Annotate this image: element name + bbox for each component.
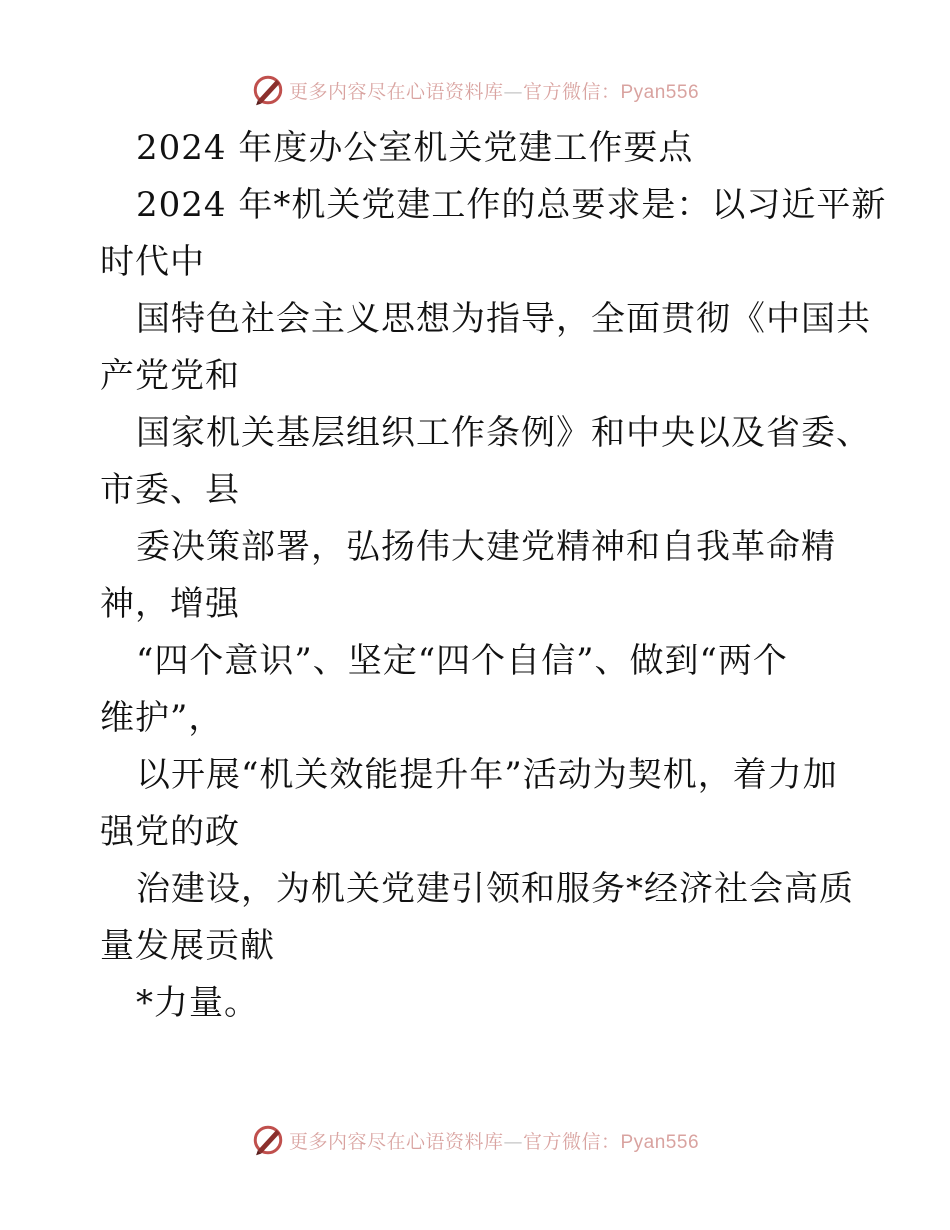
- text-line: 委决策部署，弘扬伟大建党精神和自我革命精: [136, 527, 836, 567]
- text-line: 神，增强: [100, 584, 240, 624]
- watermark-brand: 更多内容尽在心语资料库: [288, 80, 504, 103]
- text-line: 国特色社会主义思想为指导，全面贯彻《中国共: [136, 299, 871, 339]
- text-line: 产党党和: [100, 356, 240, 396]
- document-title: 2024 年度办公室机关党建工作要点: [136, 128, 694, 168]
- header-watermark: [0, 70, 950, 110]
- text-line: 2024 年*机关党建工作的总要求是：以习近平新: [136, 185, 887, 225]
- pen-circle-logo-icon: [251, 1123, 285, 1157]
- watermark-separator: —: [503, 1130, 523, 1153]
- footer-watermark: [0, 1120, 950, 1160]
- text-line: 市委、县: [100, 470, 240, 510]
- pen-circle-logo-icon: [251, 73, 285, 107]
- text-line: 维护”，: [100, 698, 224, 738]
- watermark-brand: 更多内容尽在心语资料库: [288, 1130, 504, 1153]
- text-line: *力量。: [136, 983, 259, 1023]
- text-line: 治建设，为机关党建引领和服务*经济社会高质: [136, 869, 854, 909]
- watermark-wechat-id: Pyan556: [620, 1131, 700, 1153]
- watermark-separator: —: [503, 80, 523, 103]
- text-line: 国家机关基层组织工作条例》和中央以及省委、: [136, 413, 871, 453]
- text-line: 量发展贡献: [100, 926, 275, 966]
- watermark-label: 官方微信：: [522, 1130, 621, 1153]
- text-line: “四个意识”、坚定“四个自信”、做到“两个: [136, 641, 788, 681]
- watermark-text: [289, 77, 699, 104]
- document-body: [100, 120, 887, 1032]
- text-line: 时代中: [100, 242, 205, 282]
- watermark-label: 官方微信：: [522, 80, 621, 103]
- text-line: 强党的政: [100, 812, 240, 852]
- watermark-text: [289, 1127, 699, 1154]
- text-line: 以开展“机关效能提升年”活动为契机，着力加: [136, 755, 838, 795]
- watermark-wechat-id: Pyan556: [620, 81, 700, 103]
